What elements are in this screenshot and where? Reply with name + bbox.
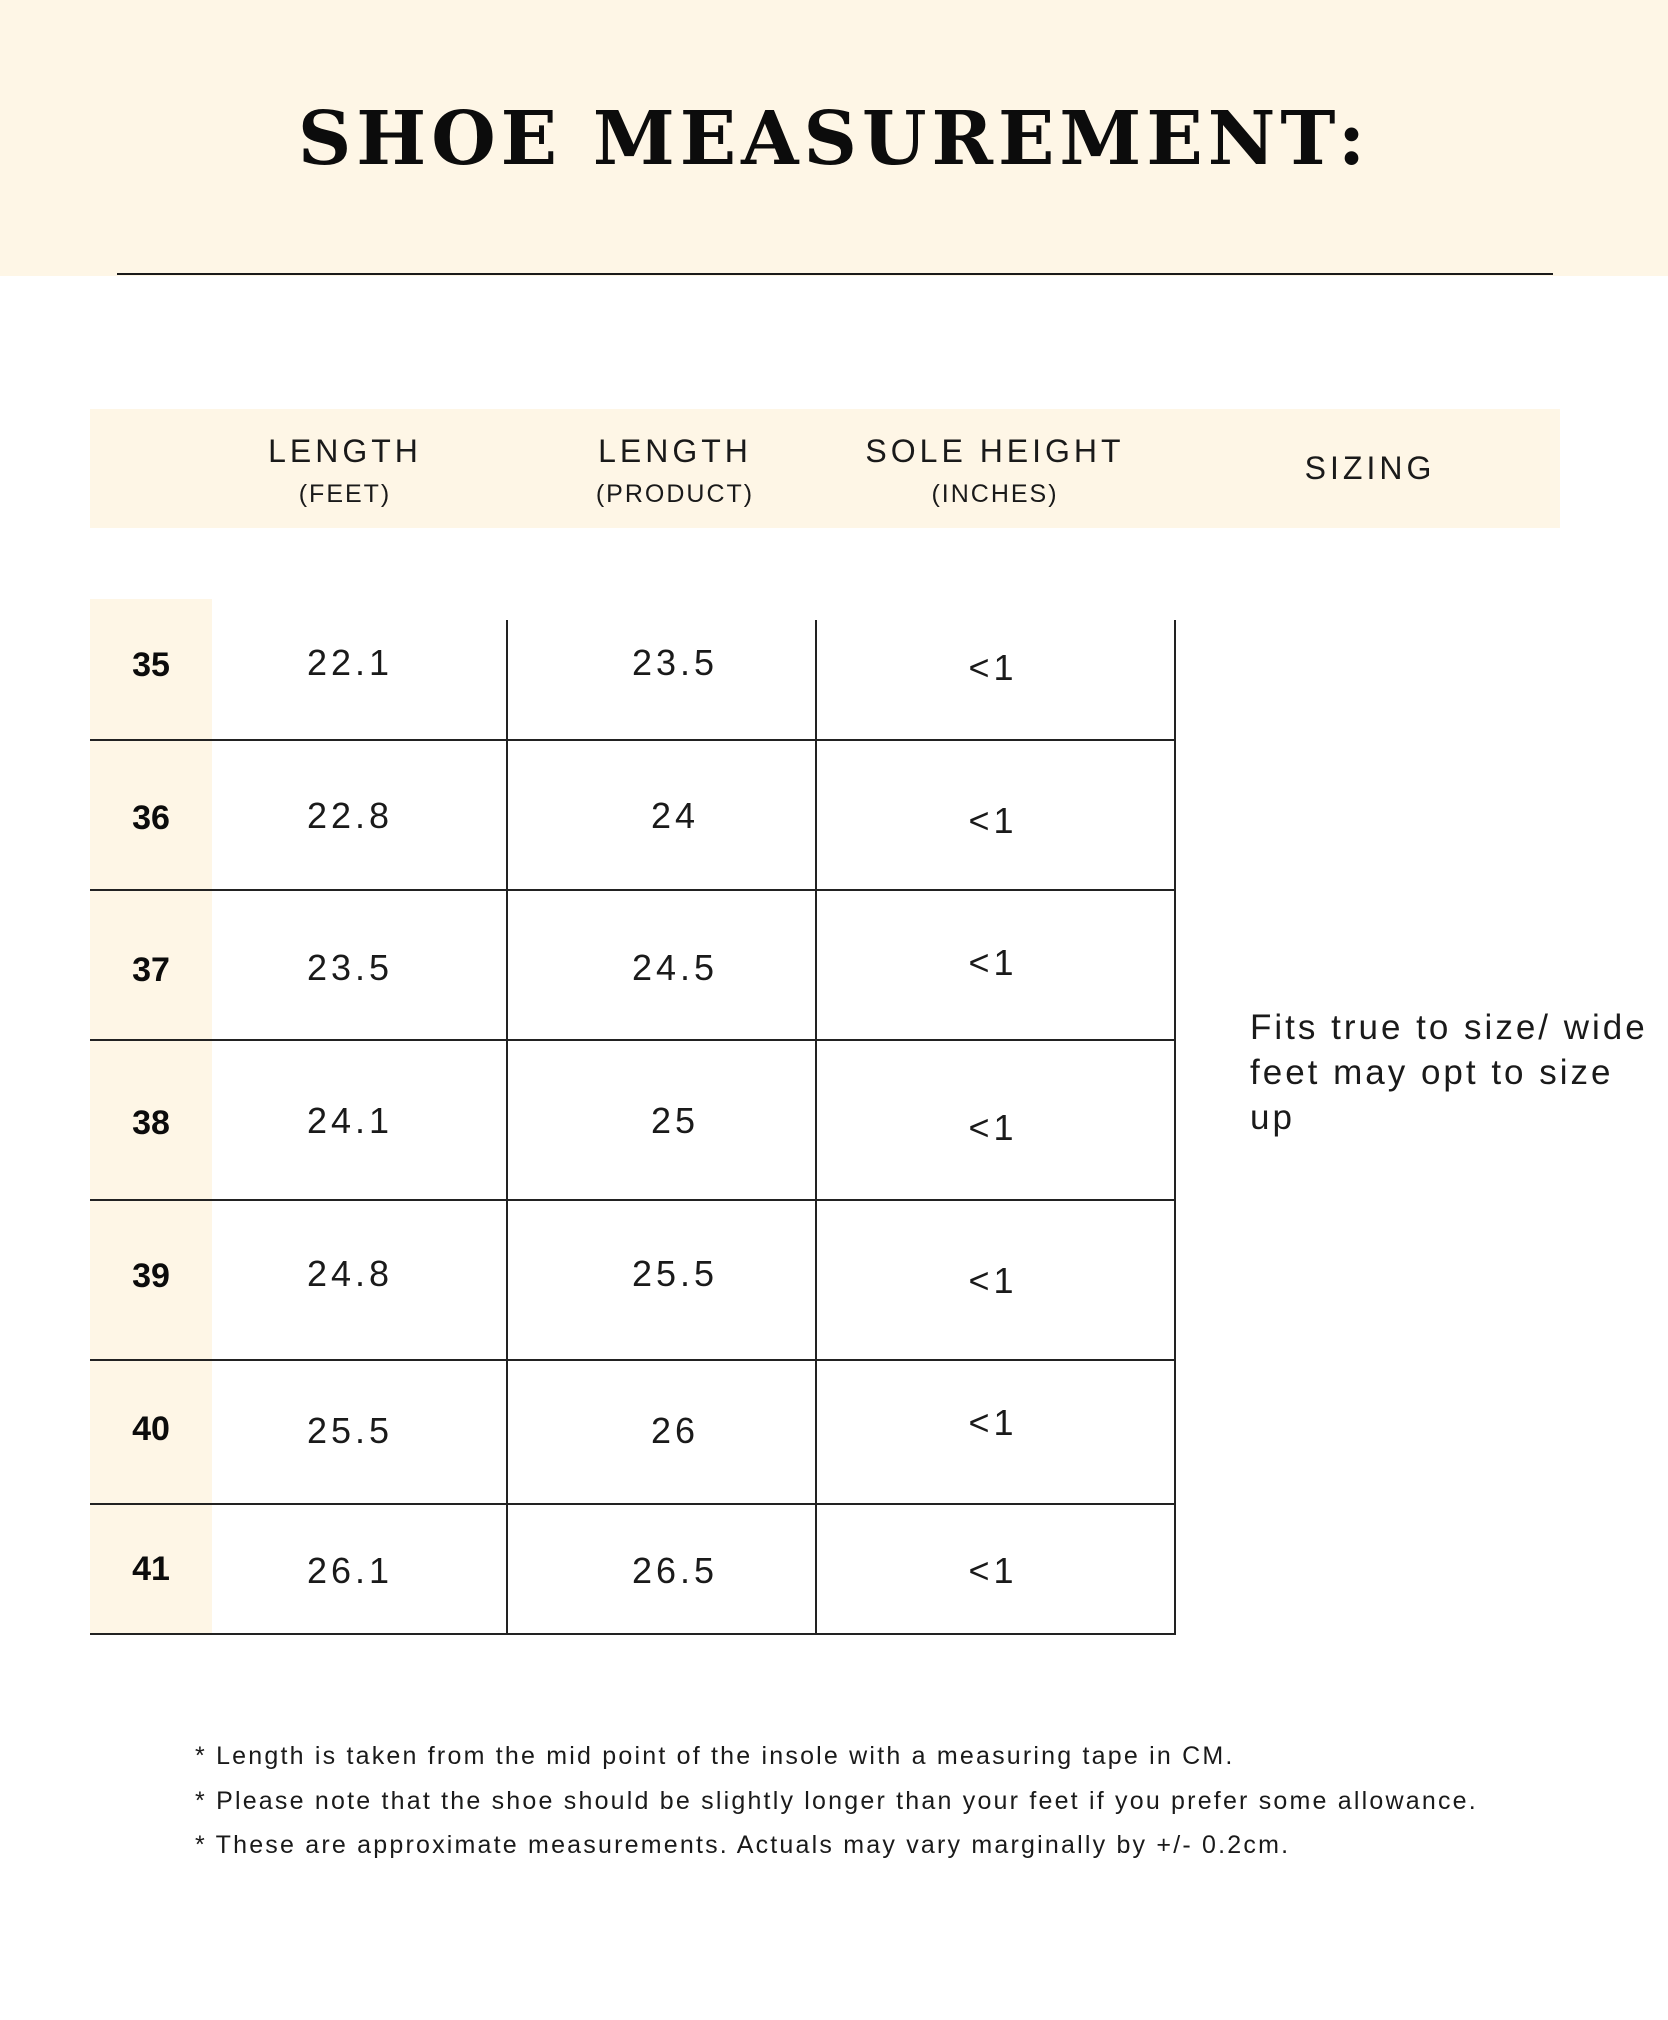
length-product-value: 26.5 xyxy=(631,1550,719,1591)
sole-height-value: <1 xyxy=(968,1550,1018,1591)
column-header-sub: (INCHES) xyxy=(931,480,1059,508)
footnote: * Length is taken from the mid point of the insole with a measuring tape in CM. xyxy=(195,1742,1235,1770)
row-divider xyxy=(90,1199,1175,1201)
footnote: * Please note that the shoe should be slightly longer than your feet if you prefer some allowance. xyxy=(195,1787,1478,1815)
column-divider xyxy=(815,620,817,1635)
sole-height-value: <1 xyxy=(968,1260,1018,1301)
size-label: 40 xyxy=(132,1410,170,1448)
length-product-value: 25.5 xyxy=(631,1253,719,1294)
column-header-sub: (PRODUCT) xyxy=(595,480,755,508)
length-product-value: 25 xyxy=(650,1100,700,1141)
size-label: 38 xyxy=(132,1104,170,1142)
column-header-length-feet xyxy=(220,433,470,509)
length-feet-value: 24.8 xyxy=(306,1253,394,1294)
column-header-sole-height xyxy=(840,433,1150,509)
column-header-sub: (FEET) xyxy=(298,480,392,508)
column-divider xyxy=(1174,620,1176,1635)
sole-height-value: <1 xyxy=(968,647,1018,688)
column-header-main: LENGTH xyxy=(598,433,752,469)
title-divider xyxy=(117,273,1553,275)
size-label: 36 xyxy=(132,799,170,837)
length-product-value: 24.5 xyxy=(631,947,719,988)
sole-height-value: <1 xyxy=(968,942,1018,983)
page-title: SHOE MEASUREMENT: xyxy=(297,96,1371,182)
column-header-main: SIZING xyxy=(1304,450,1436,486)
footnote: * These are approximate measurements. Actuals may vary marginally by +/- 0.2cm. xyxy=(195,1831,1291,1859)
sole-height-value: <1 xyxy=(968,1107,1018,1148)
column-header-length-product xyxy=(550,433,800,509)
row-divider xyxy=(90,1359,1175,1361)
row-divider xyxy=(90,1633,1175,1635)
sole-height-value: <1 xyxy=(968,1402,1018,1443)
length-feet-value: 26.1 xyxy=(306,1550,394,1591)
size-label: 41 xyxy=(132,1550,170,1588)
row-divider xyxy=(90,1039,1175,1041)
length-feet-value: 22.8 xyxy=(306,795,394,836)
size-label: 39 xyxy=(132,1257,170,1295)
sizing-note: Fits true to size/ wide feet may opt to size up xyxy=(1250,1008,1648,1137)
column-header-main: SOLE HEIGHT xyxy=(865,433,1125,469)
size-label: 35 xyxy=(132,646,170,684)
length-product-value: 26 xyxy=(650,1410,700,1451)
row-divider xyxy=(90,1503,1175,1505)
column-header-main: LENGTH xyxy=(268,433,422,469)
length-product-value: 24 xyxy=(650,795,700,836)
length-feet-value: 22.1 xyxy=(306,642,394,683)
length-product-value: 23.5 xyxy=(631,642,719,683)
row-divider xyxy=(90,889,1175,891)
length-feet-value: 24.1 xyxy=(306,1100,394,1141)
column-header-sizing xyxy=(1240,450,1500,487)
row-divider xyxy=(90,739,1175,741)
length-feet-value: 23.5 xyxy=(306,947,394,988)
column-divider xyxy=(506,620,508,1635)
sole-height-value: <1 xyxy=(968,800,1018,841)
length-feet-value: 25.5 xyxy=(306,1410,394,1451)
size-label: 37 xyxy=(132,951,170,989)
